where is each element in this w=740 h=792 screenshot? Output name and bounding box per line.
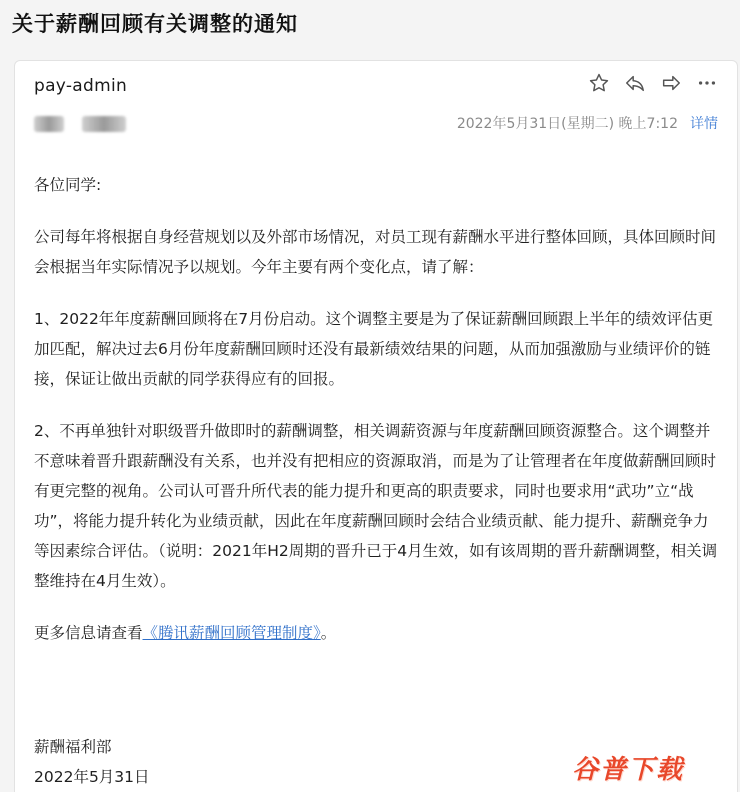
intro-paragraph: 公司每年将根据自身经营规划以及外部市场情况，对员工现有薪酬水平进行整体回顾，具体回顾时间会根据当年实际情况予以规划。今年主要有两个变化点，请了解： (34, 228, 717, 276)
email-meta (457, 113, 718, 133)
more-info-suffix: 。 (320, 624, 337, 642)
reply-icon (624, 72, 646, 94)
recipients-redacted (34, 116, 126, 132)
signature-dept: 薪酬福利部 (34, 738, 112, 756)
star-button[interactable] (588, 72, 610, 94)
details-link[interactable]: 详情 (690, 116, 718, 132)
more-info-paragraph (34, 618, 724, 648)
reply-button[interactable] (624, 72, 646, 94)
email-body (34, 170, 724, 648)
forward-icon (660, 72, 682, 94)
redacted-recipient (82, 116, 126, 132)
more-button[interactable] (696, 72, 718, 94)
email-toolbar (588, 72, 718, 94)
email-datetime: 2022年5月31日(星期二) 晚上7:12 (456, 116, 678, 132)
watermark-logo: 谷普下载 (571, 755, 684, 785)
more-icon (696, 72, 718, 94)
point-1-paragraph: 1、2022年年度薪酬回顾将在7月份启动。这个调整主要是为了保证薪酬回顾跟上半年的绩效评估更加匹配，解决过去6月份年度薪酬回顾时还没有最新绩效结果的问题，从而加强激励与业绩评价的链接，保证让做出贡献的同学获得应有的回报。 (34, 310, 714, 388)
greeting: 各位同学: (34, 176, 102, 194)
policy-link[interactable]: 《腾讯薪酬回顾管理制度》 (142, 624, 321, 642)
email-subject: 关于薪酬回顾有关调整的通知 (12, 12, 298, 36)
point-2-paragraph: 2、不再单独针对职级晋升做即时的薪酬调整，相关调薪资源与年度薪酬回顾资源整合。这个调整并不意味着晋升跟薪酬没有关系，也并没有把相应的资源取消，而是为了让管理者在年度做薪酬回顾时有更完整的视角。公司认可晋升所代表的能力提升和更高的职责要求，同时也要求用“武功”立“战功”，将能力提升转化为业绩贡献，因此在年度薪酬回顾时会结合业绩贡献、能力提升、薪酬竞争力等因素综合评估。（说明：2021年H2周期的晋升已于4月生效，如有该周期的晋升薪酬调整，相关调整维持在4月生效）。 (34, 422, 718, 590)
signature-date: 2022年5月31日 (34, 768, 150, 786)
signature (34, 732, 150, 792)
redacted-recipient (34, 116, 64, 132)
star-icon (588, 72, 610, 94)
more-info-prefix: 更多信息请查看 (34, 624, 143, 642)
forward-button[interactable] (660, 72, 682, 94)
sender-name[interactable]: pay-admin (34, 76, 128, 96)
